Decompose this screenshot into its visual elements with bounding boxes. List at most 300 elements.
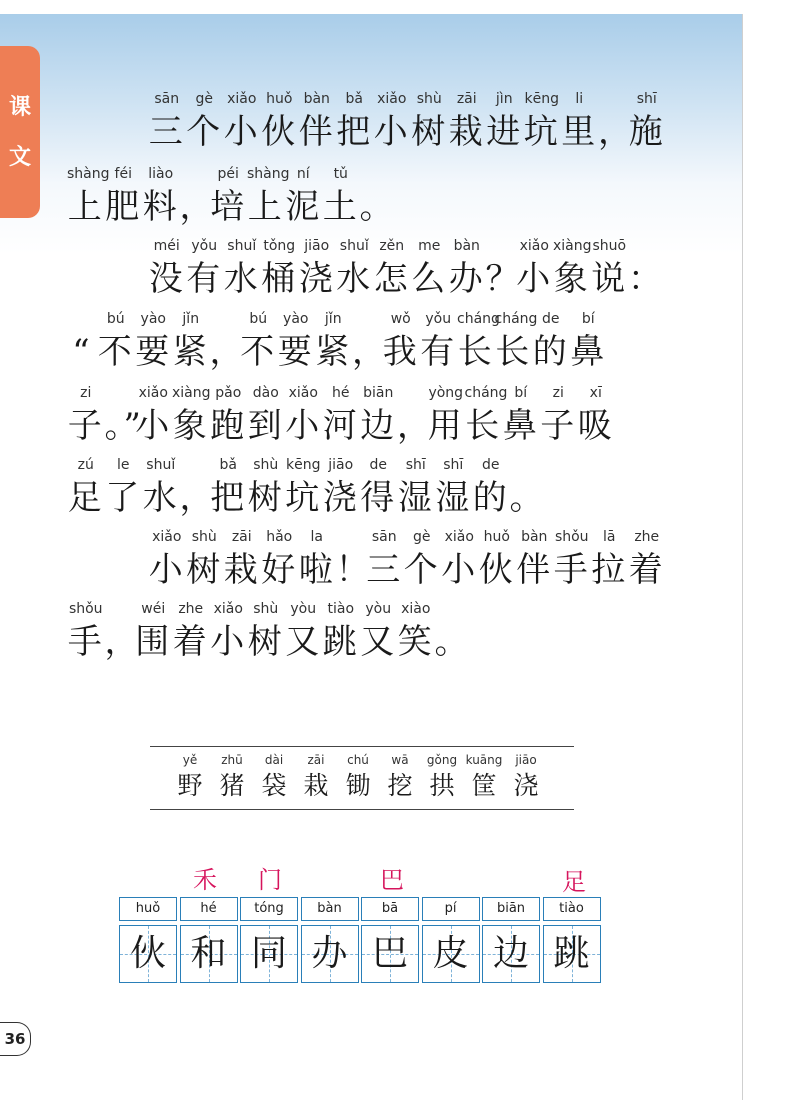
char-hanzi: 和 [190, 933, 227, 974]
vocab-hanzi: 袋 [261, 771, 287, 800]
pinyin: shù [253, 601, 279, 617]
ruby-word [285, 454, 323, 520]
ruby-word [223, 88, 261, 154]
pinyin: xiǎo [138, 385, 168, 401]
vocab-hanzi: 拱 [429, 771, 455, 800]
pinyin [360, 163, 390, 185]
pinyin [435, 598, 465, 620]
ruby-word [261, 235, 299, 301]
punctuation [67, 308, 97, 374]
pinyin [510, 454, 540, 476]
hanzi: 上 [67, 187, 104, 227]
ruby-word [67, 598, 105, 664]
punctuation-mark: ， [352, 332, 388, 372]
pinyin: shuǐ [339, 238, 369, 254]
ruby-word [172, 598, 210, 664]
pinyin: jiāo [304, 238, 330, 254]
pinyin: yào [283, 311, 309, 327]
ruby-word [540, 382, 578, 448]
punctuation [509, 454, 546, 520]
pinyin: shù [253, 457, 279, 473]
hanzi: 紧 [172, 332, 209, 372]
pinyin [397, 382, 427, 404]
ruby-word [105, 163, 143, 229]
pinyin: shàng [247, 166, 290, 182]
char-hanzi: 巴 [371, 933, 408, 974]
pinyin: kēng [524, 91, 559, 107]
hanzi: 肥 [105, 187, 142, 227]
pinyin [352, 308, 382, 330]
hanzi: 笑 [397, 622, 434, 662]
pinyin: cháng [464, 385, 508, 401]
radical-hint: 禾 [193, 866, 217, 894]
pinyin: péi [217, 166, 239, 182]
pinyin: kēng [286, 457, 321, 473]
hanzi: 跑 [210, 406, 247, 446]
hanzi: 的 [472, 478, 509, 518]
pinyin: zi [80, 385, 92, 401]
writing-char-box [482, 897, 540, 983]
ruby-word [382, 308, 420, 374]
hanzi: 手 [67, 622, 104, 662]
hanzi: 河 [322, 406, 359, 446]
page-number: 36 [0, 1022, 31, 1056]
pinyin: de [369, 457, 387, 473]
pinyin: jiāo [328, 457, 354, 473]
ruby-word [67, 382, 105, 448]
hanzi: 又 [285, 622, 322, 662]
hanzi: 不 [240, 332, 277, 372]
text-line [0, 454, 742, 526]
hanzi: 子 [540, 406, 577, 446]
pinyin: bàn [303, 91, 330, 107]
ruby-word [135, 598, 173, 664]
hanzi: 好 [261, 550, 298, 590]
vocab-pinyin: dài [264, 753, 284, 767]
ruby-word [448, 235, 486, 301]
ruby-word [570, 308, 608, 374]
vocabulary-bar [150, 746, 574, 810]
hanzi: 怎 [373, 259, 410, 299]
pinyin: zú [77, 457, 94, 473]
ruby-word [67, 454, 105, 520]
ruby-word [441, 526, 479, 592]
vocab-word [254, 747, 294, 805]
hanzi: 长 [495, 332, 532, 372]
hanzi: 长 [457, 332, 494, 372]
hanzi: 得 [360, 478, 397, 518]
vocab-word [506, 747, 546, 805]
hanzi: 个 [403, 550, 440, 590]
ruby-word [298, 235, 336, 301]
vocab-pinyin: zhū [221, 753, 243, 767]
vocab-hanzi: 栽 [303, 771, 329, 800]
tian-grid [422, 925, 480, 983]
pinyin: wǒ [390, 311, 411, 327]
pinyin: xiǎo [519, 238, 549, 254]
punctuation [104, 598, 141, 664]
ruby-word [561, 88, 599, 154]
ruby-word [360, 382, 398, 448]
ruby-word [247, 598, 285, 664]
ruby-word [315, 308, 353, 374]
pinyin: gè [413, 529, 431, 545]
side-tab-char-1: 课 [8, 94, 31, 120]
ruby-word [240, 308, 278, 374]
vocab-hanzi: 野 [177, 771, 203, 800]
hanzi: 子 [67, 406, 104, 446]
char-hanzi: 伙 [129, 933, 166, 974]
ruby-word [172, 308, 210, 374]
vocab-pinyin: jiāo [515, 753, 537, 767]
hanzi: 树 [186, 550, 223, 590]
ruby-word [403, 526, 441, 592]
hanzi: 小 [441, 550, 478, 590]
pinyin: xī [589, 385, 602, 401]
hanzi: 象 [553, 259, 590, 299]
ruby-word [516, 526, 554, 592]
char-hanzi: 办 [311, 933, 348, 974]
pinyin: zāi [456, 91, 477, 107]
hanzi: 三 [366, 550, 403, 590]
tian-grid [361, 925, 419, 983]
hanzi: 湿 [397, 478, 434, 518]
pinyin: shǒu [554, 529, 589, 545]
ruby-word [186, 235, 224, 301]
pinyin: xiǎo [288, 385, 318, 401]
hanzi: 伙 [261, 112, 298, 152]
ruby-word [261, 88, 299, 154]
ruby-word [135, 382, 173, 448]
ruby-word [322, 598, 360, 664]
hanzi: 小 [210, 622, 247, 662]
pinyin: le [116, 457, 130, 473]
pinyin: bǎ [219, 457, 237, 473]
punctuation-mark: ： [628, 259, 664, 299]
pinyin: xiào [401, 601, 431, 617]
char-hanzi: 边 [492, 933, 529, 974]
pinyin: zěn [379, 238, 405, 254]
hanzi: 啦 [298, 550, 335, 590]
vocab-pinyin: wā [391, 753, 409, 767]
pinyin: xiàng [172, 385, 211, 401]
char-pinyin: pí [422, 897, 480, 921]
ruby-word [435, 454, 473, 520]
tian-grid [240, 925, 298, 983]
char-pinyin: tóng [240, 897, 298, 921]
hanzi: 进 [486, 112, 523, 152]
ruby-word [516, 235, 554, 301]
hanzi: 我 [382, 332, 419, 372]
vocab-pinyin: zāi [307, 753, 325, 767]
ruby-word [322, 163, 360, 229]
pinyin [210, 308, 240, 330]
hanzi: 坑 [523, 112, 560, 152]
pinyin: yào [140, 311, 166, 327]
hanzi: 小 [148, 550, 185, 590]
char-pinyin: huǒ [119, 897, 177, 921]
pinyin: xiàng [553, 238, 592, 254]
ruby-word [247, 454, 285, 520]
punctuation [179, 163, 216, 229]
punctuation-mark: ？ [485, 259, 522, 299]
hanzi: 足 [67, 478, 104, 518]
ruby-word [322, 382, 360, 448]
writing-char-box [119, 897, 177, 983]
vocab-hanzi: 浇 [513, 771, 539, 800]
hanzi: 小 [223, 112, 260, 152]
pinyin: liào [148, 166, 174, 182]
hanzi: 伴 [298, 112, 335, 152]
hanzi: 水 [223, 259, 260, 299]
hanzi: 紧 [315, 332, 352, 372]
pinyin: huǒ [266, 91, 293, 107]
pinyin: bǎ [345, 91, 363, 107]
pinyin: bí [514, 385, 528, 401]
ruby-word [577, 382, 615, 448]
writing-char-box [543, 897, 601, 983]
hanzi: 把 [336, 112, 373, 152]
hanzi: 吸 [577, 406, 614, 446]
punctuation-mark: 。” [104, 406, 143, 446]
pinyin: zhe [634, 529, 660, 545]
text-line [0, 382, 742, 454]
pinyin: shuō [592, 238, 627, 254]
hanzi: 树 [411, 112, 448, 152]
pinyin: shī [443, 457, 464, 473]
radical-hint: 巴 [380, 866, 404, 894]
punctuation-mark: ， [209, 332, 246, 372]
vocab-word [296, 747, 336, 805]
pinyin: xiǎo [213, 601, 243, 617]
ruby-word [502, 382, 540, 448]
ruby-word [366, 526, 404, 592]
hanzi: 坑 [285, 478, 322, 518]
hanzi: 了 [105, 478, 142, 518]
ruby-word [360, 598, 398, 664]
ruby-word [448, 88, 486, 154]
ruby-word [97, 308, 135, 374]
pinyin: pǎo [215, 385, 242, 401]
ruby-word [336, 88, 374, 154]
punctuation-mark: ， [397, 406, 433, 446]
ruby-word [285, 382, 323, 448]
char-pinyin: bā [361, 897, 419, 921]
tian-grid [119, 925, 177, 983]
vocab-pinyin: kuāng [465, 753, 503, 767]
vocab-hanzi: 锄 [345, 771, 371, 800]
ruby-word [494, 308, 538, 374]
hanzi: 树 [247, 478, 284, 518]
ruby-word [591, 526, 629, 592]
punctuation [352, 308, 388, 374]
hanzi: 浇 [298, 259, 335, 299]
ruby-word [532, 308, 570, 374]
pinyin: sān [154, 91, 180, 107]
vocab-hanzi: 猪 [219, 771, 245, 800]
hanzi: 鼻 [570, 332, 607, 372]
pinyin [105, 382, 135, 404]
ruby-word [472, 454, 510, 520]
ruby-word [186, 526, 224, 592]
hanzi: 小 [285, 406, 322, 446]
pinyin: bú [249, 311, 268, 327]
vocab-hanzi: 筐 [471, 771, 497, 800]
pinyin: bú [106, 311, 125, 327]
pinyin: yǒu [425, 311, 452, 327]
ruby-word [285, 598, 323, 664]
writing-char-box [180, 897, 238, 983]
pinyin: shù [191, 529, 217, 545]
hanzi: 水 [336, 259, 373, 299]
pinyin: bí [581, 311, 595, 327]
ruby-word [148, 235, 186, 301]
hanzi: 的 [532, 332, 569, 372]
pinyin: xiǎo [377, 91, 407, 107]
punctuation [179, 454, 216, 520]
hanzi: 施 [628, 112, 665, 152]
ruby-word [298, 526, 336, 592]
pinyin [598, 88, 628, 110]
hanzi: 小 [373, 112, 410, 152]
hanzi: 三 [148, 112, 185, 152]
ruby-word [457, 308, 500, 374]
pinyin [180, 454, 210, 476]
writing-char-box [361, 897, 419, 983]
hanzi: 培 [210, 187, 247, 227]
text-line [0, 308, 742, 380]
ruby-word [591, 235, 629, 301]
writing-char-box [422, 897, 480, 983]
hanzi: 水 [142, 478, 179, 518]
hanzi: 要 [277, 332, 314, 372]
ruby-word [478, 526, 516, 592]
pinyin: bàn [453, 238, 480, 254]
pinyin: huǒ [483, 529, 510, 545]
ruby-word [277, 308, 315, 374]
pinyin: ní [296, 166, 310, 182]
punctuation [598, 88, 634, 154]
ruby-word [553, 235, 591, 301]
punctuation-mark: 。 [434, 622, 471, 662]
ruby-word [105, 454, 143, 520]
hanzi: 有 [186, 259, 223, 299]
pinyin: lā [603, 529, 616, 545]
hanzi: 伙 [478, 550, 515, 590]
pinyin: me [418, 238, 441, 254]
text-line [0, 163, 742, 235]
hanzi: 长 [465, 406, 502, 446]
hanzi: 伴 [516, 550, 553, 590]
punctuation [359, 163, 396, 229]
ruby-word [186, 88, 224, 154]
pinyin: dào [252, 385, 279, 401]
ruby-word [142, 163, 180, 229]
punctuation [209, 308, 246, 374]
ruby-word [210, 598, 248, 664]
punctuation [104, 382, 143, 448]
text-line [0, 598, 742, 670]
ruby-word [464, 382, 508, 448]
pinyin: zāi [231, 529, 252, 545]
ruby-word [223, 235, 261, 301]
ruby-word [247, 382, 285, 448]
hanzi: 把 [210, 478, 247, 518]
pinyin: cháng [494, 311, 538, 327]
ruby-word [427, 382, 465, 448]
pinyin: shuǐ [227, 238, 257, 254]
pinyin: cháng [457, 311, 500, 327]
punctuation-mark: ， [104, 622, 141, 662]
radical-hint: 门 [258, 866, 282, 894]
punctuation-mark: ， [598, 112, 634, 152]
pinyin: la [310, 529, 323, 545]
char-pinyin: bàn [301, 897, 359, 921]
punctuation-mark: ， [179, 478, 216, 518]
hanzi: 到 [247, 406, 284, 446]
pinyin: shuǐ [146, 457, 176, 473]
ruby-word [285, 163, 323, 229]
ruby-word [553, 526, 591, 592]
hanzi: 拉 [591, 550, 628, 590]
pinyin: li [575, 91, 584, 107]
ruby-word [373, 235, 411, 301]
tian-grid [543, 925, 601, 983]
pinyin: tiào [327, 601, 355, 617]
punctuation-mark: ， [179, 187, 216, 227]
tian-grid [180, 925, 238, 983]
ruby-word [148, 88, 186, 154]
ruby-word [142, 454, 180, 520]
punctuation [485, 235, 522, 301]
vocab-word [464, 747, 504, 805]
pinyin: jìn [495, 91, 513, 107]
hanzi: 么 [411, 259, 448, 299]
radical-hint: 足 [562, 868, 586, 896]
pinyin [336, 526, 366, 548]
ruby-word [486, 88, 524, 154]
ruby-word [210, 454, 248, 520]
hanzi: 湿 [435, 478, 472, 518]
pinyin: de [542, 311, 560, 327]
pinyin: de [482, 457, 500, 473]
hanzi: 围 [135, 622, 172, 662]
pinyin [486, 235, 516, 257]
pinyin: yòu [290, 601, 317, 617]
punctuation [335, 526, 372, 592]
hanzi: 树 [247, 622, 284, 662]
ruby-word [322, 454, 360, 520]
pinyin: zhe [178, 601, 204, 617]
pinyin: shù [416, 91, 442, 107]
vocab-hanzi: 挖 [387, 771, 413, 800]
pinyin: yòu [365, 601, 392, 617]
ruby-word [523, 88, 561, 154]
pinyin: hé [332, 385, 350, 401]
pinyin: méi [153, 238, 180, 254]
pinyin: féi [114, 166, 132, 182]
pinyin: yòng [428, 385, 464, 401]
pinyin: xiǎo [152, 529, 182, 545]
side-tab-char-2: 文 [8, 144, 31, 170]
hanzi: 桶 [261, 259, 298, 299]
pinyin: jǐn [324, 311, 342, 327]
ruby-word [67, 163, 110, 229]
pinyin: yǒu [191, 238, 218, 254]
char-hanzi: 跳 [553, 933, 590, 974]
hanzi: 小 [516, 259, 553, 299]
vocab-word [422, 747, 462, 805]
